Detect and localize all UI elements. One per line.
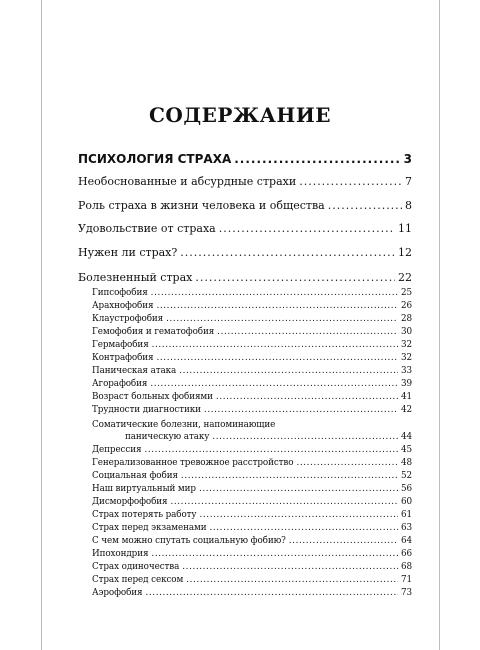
- toc-entry-label: Депрессия: [92, 445, 142, 455]
- toc-dot-leader: [144, 445, 398, 455]
- toc-dot-leader: [209, 523, 398, 533]
- toc-entry-label: С чем можно спутать социальную фобию?: [92, 536, 286, 546]
- toc-subsection: [92, 379, 412, 392]
- toc-entry-label: Арахнофобия: [92, 301, 154, 311]
- toc-entry-label: Контрафобия: [92, 353, 154, 363]
- toc-section: [78, 199, 412, 214]
- toc-entry-label: Роль страха в жизни человека и общества: [78, 199, 325, 212]
- toc-entry-label: Страх перед сексом: [92, 575, 184, 585]
- toc-subsection: [92, 575, 412, 588]
- toc-entry-label: Агорафобия: [92, 379, 148, 389]
- toc-subsection: [92, 484, 412, 497]
- toc-dot-leader: [151, 549, 398, 559]
- toc-page-number: 45: [401, 445, 412, 455]
- toc-page-number: 39: [401, 379, 412, 389]
- toc-page-number: 26: [401, 301, 412, 311]
- toc-page-number: 25: [401, 288, 412, 298]
- toc-subsection: [92, 562, 412, 575]
- toc-dot-leader: [212, 432, 398, 442]
- toc-entry-label: Гипсофобия: [92, 288, 148, 298]
- toc-page-number: 44: [401, 432, 412, 442]
- toc-page-number: 60: [401, 497, 412, 507]
- toc-section: [78, 222, 412, 237]
- toc-dot-leader: [156, 301, 398, 311]
- toc-subsection-line1: Соматические болезни, напоминающие: [92, 420, 276, 430]
- toc-subsection: [125, 432, 412, 445]
- toc-dot-leader: [299, 175, 402, 188]
- toc-entry-label: Ипохондрия: [92, 549, 149, 559]
- toc-page-number: 42: [401, 405, 412, 415]
- toc-entry-label: Нужен ли страх?: [78, 246, 178, 259]
- toc-page-number: 71: [401, 575, 412, 585]
- toc-entry-label: ПСИХОЛОГИЯ СТРАХА: [78, 152, 232, 166]
- toc-entry-label: Возраст больных фобиями: [92, 392, 213, 402]
- toc-subsection: [92, 523, 412, 536]
- toc-entry-label: Дисморфофобия: [92, 497, 168, 507]
- toc-page-number: 64: [401, 536, 412, 546]
- toc-entry-label: Трудности диагностики: [92, 405, 201, 415]
- toc-dot-leader: [151, 288, 398, 298]
- toc-entry-label: Аэрофобия: [92, 588, 143, 598]
- toc-page-number: 28: [401, 314, 412, 324]
- toc-subsection: [92, 458, 412, 471]
- toc-dot-leader: [195, 271, 395, 284]
- toc-dot-leader: [170, 497, 398, 507]
- toc-subsection: [92, 445, 412, 458]
- toc-page-number: 8: [405, 199, 412, 212]
- toc-page-number: 32: [401, 353, 412, 363]
- toc-dot-leader: [157, 353, 398, 363]
- toc-dot-leader: [181, 471, 398, 481]
- toc-entry-label: Страх потерять работу: [92, 510, 197, 520]
- toc-title: СОДЕРЖАНИЕ: [149, 103, 331, 127]
- toc-page-number: 63: [401, 523, 412, 533]
- toc-subsection: [92, 301, 412, 314]
- toc-page-number: 68: [401, 562, 412, 572]
- toc-entry-label: Удовольствие от страха: [78, 222, 216, 235]
- toc-dot-leader: [146, 588, 398, 598]
- toc-subsection: [92, 288, 412, 301]
- toc-subsection: [92, 536, 412, 549]
- toc-page-number: 66: [401, 549, 412, 559]
- toc-dot-leader: [150, 379, 398, 389]
- toc-entry-label: Наш виртуальный мир: [92, 484, 196, 494]
- toc-section: [78, 175, 412, 190]
- toc-dot-leader: [289, 536, 398, 546]
- toc-page-number: 56: [401, 484, 412, 494]
- toc-dot-leader: [166, 314, 398, 324]
- toc-page-number: 30: [401, 327, 412, 337]
- toc-dot-leader: [152, 340, 398, 350]
- toc-subsection: [92, 340, 412, 353]
- toc-subsection: [92, 353, 412, 366]
- toc-dot-leader: [328, 199, 402, 212]
- toc-page-number: 7: [405, 175, 412, 188]
- toc-entry-label: Генерализованное тревожное расстройство: [92, 458, 294, 468]
- toc-subsection: [92, 471, 412, 484]
- toc-part-heading: [78, 152, 412, 168]
- toc-subsection: [92, 366, 412, 379]
- toc-dot-leader: [219, 222, 395, 235]
- toc-subsection: [92, 327, 412, 340]
- toc-page-number: 48: [401, 458, 412, 468]
- toc-entry-label: Страх одиночества: [92, 562, 180, 572]
- toc-dot-leader: [200, 510, 398, 520]
- toc-dot-leader: [182, 562, 398, 572]
- toc-dot-leader: [204, 405, 398, 415]
- toc-subsection: [92, 588, 412, 601]
- toc-entry-label: Страх перед экзаменами: [92, 523, 207, 533]
- toc-dot-leader: [179, 366, 398, 376]
- toc-dot-leader: [180, 246, 395, 259]
- toc-dot-leader: [217, 327, 398, 337]
- toc-page-number: 33: [401, 366, 412, 376]
- toc-entry-label: паническую атаку: [125, 432, 210, 442]
- toc-dot-leader: [216, 392, 398, 402]
- toc-entry-label: Болезненный страх: [78, 271, 193, 284]
- toc-entry-label: Клаустрофобия: [92, 314, 164, 324]
- toc-section: [78, 271, 412, 286]
- toc-page-number: 32: [401, 340, 412, 350]
- toc-page-number: 3: [403, 152, 412, 166]
- toc-subsection: [92, 497, 412, 510]
- toc-page-number: 73: [401, 588, 412, 598]
- toc-subsection: [92, 314, 412, 327]
- toc-entry-label: Социальная фобия: [92, 471, 178, 481]
- toc-dot-leader: [296, 458, 398, 468]
- toc-page-number: 52: [401, 471, 412, 481]
- toc-entry-label: Необоснованные и абсурдные страхи: [78, 175, 297, 188]
- toc-entry-label: Паническая атака: [92, 366, 177, 376]
- toc-subsection: [92, 392, 412, 405]
- toc-subsection: [92, 549, 412, 562]
- toc-dot-leader: [186, 575, 398, 585]
- toc-page-number: 61: [401, 510, 412, 520]
- toc-page-number: 41: [401, 392, 412, 402]
- toc-entry-label: Гермафобия: [92, 340, 149, 350]
- toc-subsection: [92, 405, 412, 418]
- toc-page-number: 11: [398, 222, 412, 235]
- toc-entry-label: Гемофобия и гематофобия: [92, 327, 215, 337]
- toc-subsection: [92, 510, 412, 523]
- toc-page-number: 12: [398, 246, 412, 259]
- toc-section: [78, 246, 412, 261]
- toc-dot-leader: [199, 484, 398, 494]
- toc-page-number: 22: [398, 271, 412, 284]
- toc-dot-leader: [234, 152, 400, 166]
